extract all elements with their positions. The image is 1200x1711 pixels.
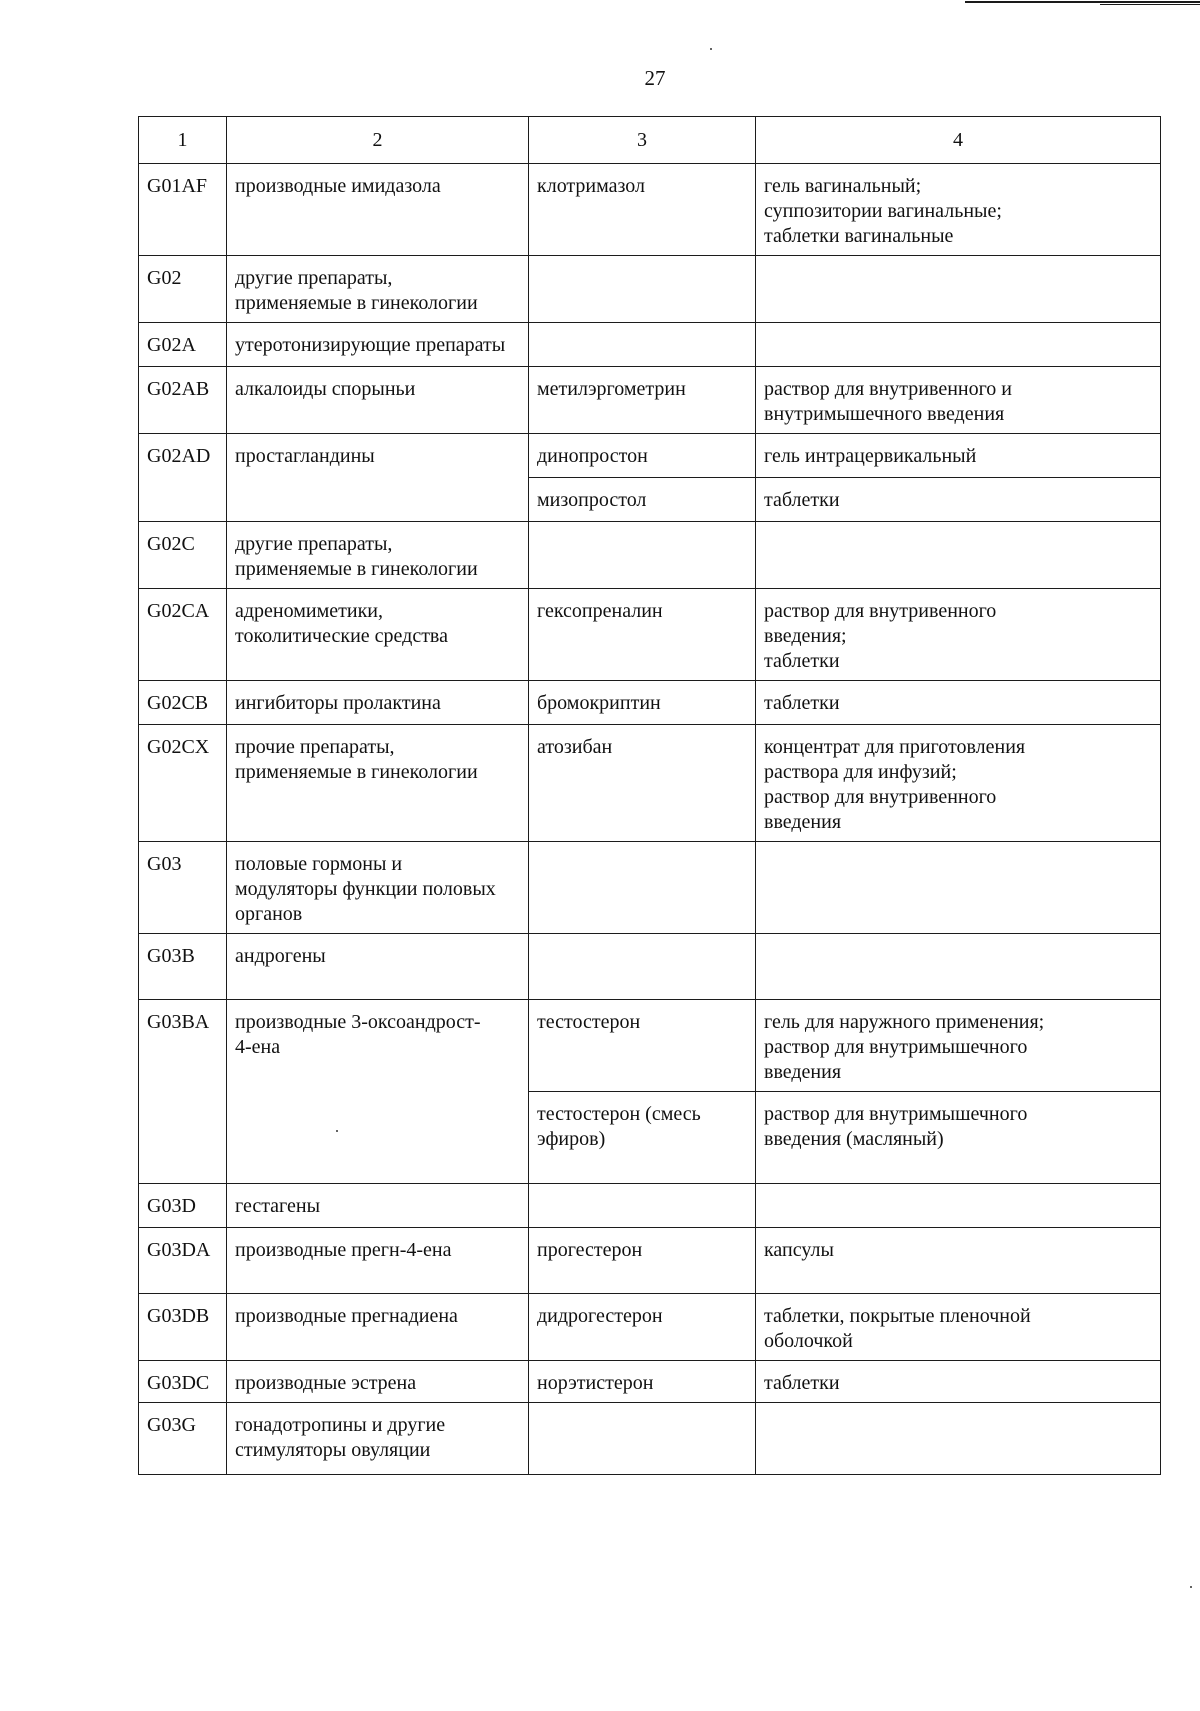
table-row <box>139 367 1161 434</box>
atc-code-cell: G02AD <box>139 434 227 522</box>
group-name-cell: производные прегн-4-ена <box>227 1228 529 1294</box>
table-row <box>139 1403 1161 1475</box>
table-row <box>139 725 1161 842</box>
group-name-cell: производные имидазола <box>227 164 529 256</box>
substance-cell <box>529 842 756 934</box>
table-row <box>139 522 1161 589</box>
scan-edge-line <box>1100 4 1200 5</box>
substance-cell <box>529 522 756 589</box>
group-name-cell: гестагены <box>227 1184 529 1228</box>
group-name-cell: другие препараты, применяемые в гинекологии <box>227 256 529 323</box>
table-row <box>139 1294 1161 1361</box>
atc-code-cell: G02CX <box>139 725 227 842</box>
atc-code-cell: G03DA <box>139 1228 227 1294</box>
substance-cell: дидрогестерон <box>529 1294 756 1361</box>
dosage-form-cell: таблетки <box>756 478 1161 522</box>
dosage-form-cell <box>756 1403 1161 1475</box>
atc-code-cell: G02AB <box>139 367 227 434</box>
atc-code-cell: G03 <box>139 842 227 934</box>
substance-cell: тестостерон <box>529 1000 756 1092</box>
dosage-form-cell: капсулы <box>756 1228 1161 1294</box>
table-row <box>139 681 1161 725</box>
dosage-form-cell <box>756 842 1161 934</box>
substance-cell: мизопростол <box>529 478 756 522</box>
substance-cell: гексопреналин <box>529 589 756 681</box>
dosage-form-cell <box>756 1184 1161 1228</box>
group-name-cell: андрогены <box>227 934 529 1000</box>
group-name-cell: другие препараты, применяемые в гинекологии <box>227 522 529 589</box>
scan-edge-line <box>965 1 1200 3</box>
dosage-form-cell: раствор для внутримышечного введения (масляный) <box>756 1092 1161 1184</box>
dosage-form-cell: таблетки, покрытые пленочной оболочкой <box>756 1294 1161 1361</box>
atc-code-cell: G03B <box>139 934 227 1000</box>
column-header: 2 <box>227 117 529 164</box>
table-row <box>139 164 1161 256</box>
scan-speck <box>710 48 712 50</box>
group-name-cell: адреномиметики, токолитические средства <box>227 589 529 681</box>
dosage-form-cell: гель вагинальный; суппозитории вагинальные; таблетки вагинальные <box>756 164 1161 256</box>
atc-code-cell: G02 <box>139 256 227 323</box>
substance-cell <box>529 323 756 367</box>
dosage-form-cell: концентрат для приготовления раствора для инфузий; раствор для внутривенного введения <box>756 725 1161 842</box>
dosage-form-cell: раствор для внутривенного введения; таблетки <box>756 589 1161 681</box>
drug-table <box>138 116 1161 1475</box>
table-row <box>139 589 1161 681</box>
column-header: 4 <box>756 117 1161 164</box>
group-name-cell: утеротонизирующие препараты <box>227 323 529 367</box>
group-name-cell: производные эстрена <box>227 1361 529 1403</box>
substance-cell: атозибан <box>529 725 756 842</box>
group-name-cell: ингибиторы пролактина <box>227 681 529 725</box>
group-name-cell: производные 3-оксоандрост- 4-ена <box>227 1000 529 1184</box>
dosage-form-cell <box>756 934 1161 1000</box>
atc-code-cell: G03DC <box>139 1361 227 1403</box>
dosage-form-cell: гель для наружного применения; раствор для внутримышечного введения <box>756 1000 1161 1092</box>
table-row <box>139 1361 1161 1403</box>
table-row <box>139 934 1161 1000</box>
substance-cell: метилэргометрин <box>529 367 756 434</box>
table-row <box>139 434 1161 478</box>
atc-code-cell: G02C <box>139 522 227 589</box>
substance-cell: тестостерон (смесь эфиров) <box>529 1092 756 1184</box>
column-header: 1 <box>139 117 227 164</box>
atc-code-cell: G03BA <box>139 1000 227 1184</box>
atc-code-cell: G03G <box>139 1403 227 1475</box>
atc-code-cell: G02CA <box>139 589 227 681</box>
atc-code-cell: G03D <box>139 1184 227 1228</box>
page-number: 27 <box>644 66 666 90</box>
group-name-cell: половые гормоны и модуляторы функции половых органов <box>227 842 529 934</box>
atc-code-cell: G02A <box>139 323 227 367</box>
dosage-form-cell: раствор для внутривенного и внутримышечного введения <box>756 367 1161 434</box>
column-header: 3 <box>529 117 756 164</box>
group-name-cell: простагландины <box>227 434 529 522</box>
table-row <box>139 1228 1161 1294</box>
dosage-form-cell <box>756 256 1161 323</box>
substance-cell: прогестерон <box>529 1228 756 1294</box>
substance-cell <box>529 256 756 323</box>
substance-cell <box>529 934 756 1000</box>
dosage-form-cell: гель интрацервикальный <box>756 434 1161 478</box>
group-name-cell: алкалоиды спорыньи <box>227 367 529 434</box>
substance-cell: бромокриптин <box>529 681 756 725</box>
atc-code-cell: G03DB <box>139 1294 227 1361</box>
table-row <box>139 323 1161 367</box>
substance-cell: норэтистерон <box>529 1361 756 1403</box>
table-row <box>139 1000 1161 1092</box>
dosage-form-cell: таблетки <box>756 1361 1161 1403</box>
table-row <box>139 842 1161 934</box>
scan-speck <box>1190 1586 1192 1588</box>
group-name-cell: прочие препараты, применяемые в гинекологии <box>227 725 529 842</box>
table-row <box>139 1184 1161 1228</box>
substance-cell: динопростон <box>529 434 756 478</box>
group-name-cell: гонадотропины и другие стимуляторы овуляции <box>227 1403 529 1475</box>
atc-code-cell: G01AF <box>139 164 227 256</box>
table-row <box>139 256 1161 323</box>
table-body <box>139 164 1161 1475</box>
dosage-form-cell <box>756 522 1161 589</box>
substance-cell <box>529 1403 756 1475</box>
substance-cell: клотримазол <box>529 164 756 256</box>
substance-cell <box>529 1184 756 1228</box>
atc-code-cell: G02CB <box>139 681 227 725</box>
group-name-cell: производные прегнадиена <box>227 1294 529 1361</box>
dosage-form-cell: таблетки <box>756 681 1161 725</box>
dosage-form-cell <box>756 323 1161 367</box>
table-header-row <box>139 117 1161 164</box>
